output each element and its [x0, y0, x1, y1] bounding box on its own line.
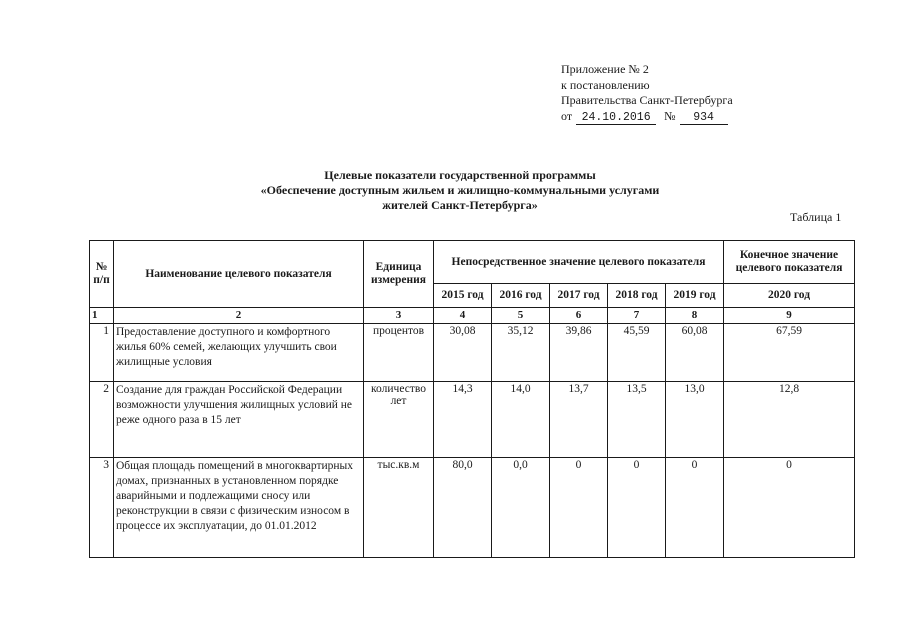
header-direct-value: Непосредственное значение целевого показателя: [434, 241, 724, 284]
document-title-line-1: Целевые показатели государственной программы: [324, 168, 596, 182]
header-year: 2016 год: [492, 284, 550, 308]
annex-date-line: [561, 109, 733, 125]
row-value-2020: 0: [724, 458, 855, 558]
row-value-2018: 45,59: [608, 324, 666, 382]
column-number: 7: [608, 308, 666, 324]
annex-number-prefix: №: [664, 108, 676, 123]
row-value-2016: 14,0: [492, 382, 550, 458]
row-value-2019: 0: [666, 458, 724, 558]
row-value-2019: 60,08: [666, 324, 724, 382]
document-title-line-3: жителей Санкт-Петербурга»: [382, 198, 538, 212]
row-unit: тыс.кв.м: [364, 458, 434, 558]
row-indicator-name: Общая площадь помещений в многоквартирных домах, признанных в установленном порядке аварийными и подлежащими сносу или реконструкции в связи с физическим износом в процессе их эксплуатации, до 01.01.2012: [114, 458, 364, 558]
annex-issuer: Правительства Санкт-Петербурга: [561, 93, 733, 107]
annex-reference: к постановлению: [561, 77, 650, 92]
row-value-2019: 13,0: [666, 382, 724, 458]
header-final-value: Конечное значение целевого показателя: [724, 241, 855, 284]
row-value-2016: 35,12: [492, 324, 550, 382]
row-value-2020: 67,59: [724, 324, 855, 382]
column-number: 8: [666, 308, 724, 324]
column-number: 2: [114, 308, 364, 324]
header-year: 2017 год: [550, 284, 608, 308]
header-row: [90, 241, 855, 284]
header-name: Наименование целевого показателя: [114, 241, 364, 308]
annex-number-value: 934: [680, 112, 728, 125]
row-value-2017: 0: [550, 458, 608, 558]
annex-title: Приложение № 2: [561, 62, 649, 76]
annex-date-prefix: от: [561, 108, 573, 123]
row-value-2017: 39,86: [550, 324, 608, 382]
column-number: 3: [364, 308, 434, 324]
row-value-2018: 0: [608, 458, 666, 558]
document-title: [180, 168, 740, 213]
row-unit: процентов: [364, 324, 434, 382]
row-value-2015: 14,3: [434, 382, 492, 458]
table-row: [90, 324, 855, 382]
header-num: № п/п: [90, 241, 114, 308]
table-caption: Таблица 1: [790, 210, 842, 224]
column-number: 5: [492, 308, 550, 324]
row-indicator-name: Предоставление доступного и комфортного жилья 60% семей, желающих улучшить свои жилищные условия: [114, 324, 364, 382]
row-value-2015: 30,08: [434, 324, 492, 382]
column-number: 6: [550, 308, 608, 324]
row-value-2020: 12,8: [724, 382, 855, 458]
header-year: 2015 год: [434, 284, 492, 308]
table-row: [90, 458, 855, 558]
row-indicator-name: Создание для граждан Российской Федерации возможности улучшения жилищных условий не реже одного раза в 15 лет: [114, 382, 364, 458]
row-value-2015: 80,0: [434, 458, 492, 558]
targets-table: [89, 240, 855, 558]
header-unit: Единица измерения: [364, 241, 434, 308]
header-year: 2019 год: [666, 284, 724, 308]
row-value-2017: 13,7: [550, 382, 608, 458]
header-year: 2018 год: [608, 284, 666, 308]
row-value-2018: 13,5: [608, 382, 666, 458]
row-num: 1: [90, 324, 114, 382]
annex-block: [561, 62, 733, 125]
row-value-2016: 0,0: [492, 458, 550, 558]
table-row: [90, 382, 855, 458]
annex-date-value: 24.10.2016: [576, 112, 656, 125]
row-unit: количество лет: [364, 382, 434, 458]
document-title-line-2: «Обеспечение доступным жильем и жилищно-коммунальными услугами: [260, 183, 660, 197]
column-number: 1: [90, 308, 114, 324]
column-number: 4: [434, 308, 492, 324]
row-num: 2: [90, 382, 114, 458]
row-num: 3: [90, 458, 114, 558]
column-number-row: [90, 308, 855, 324]
column-number: 9: [724, 308, 855, 324]
header-year: 2020 год: [724, 284, 855, 308]
